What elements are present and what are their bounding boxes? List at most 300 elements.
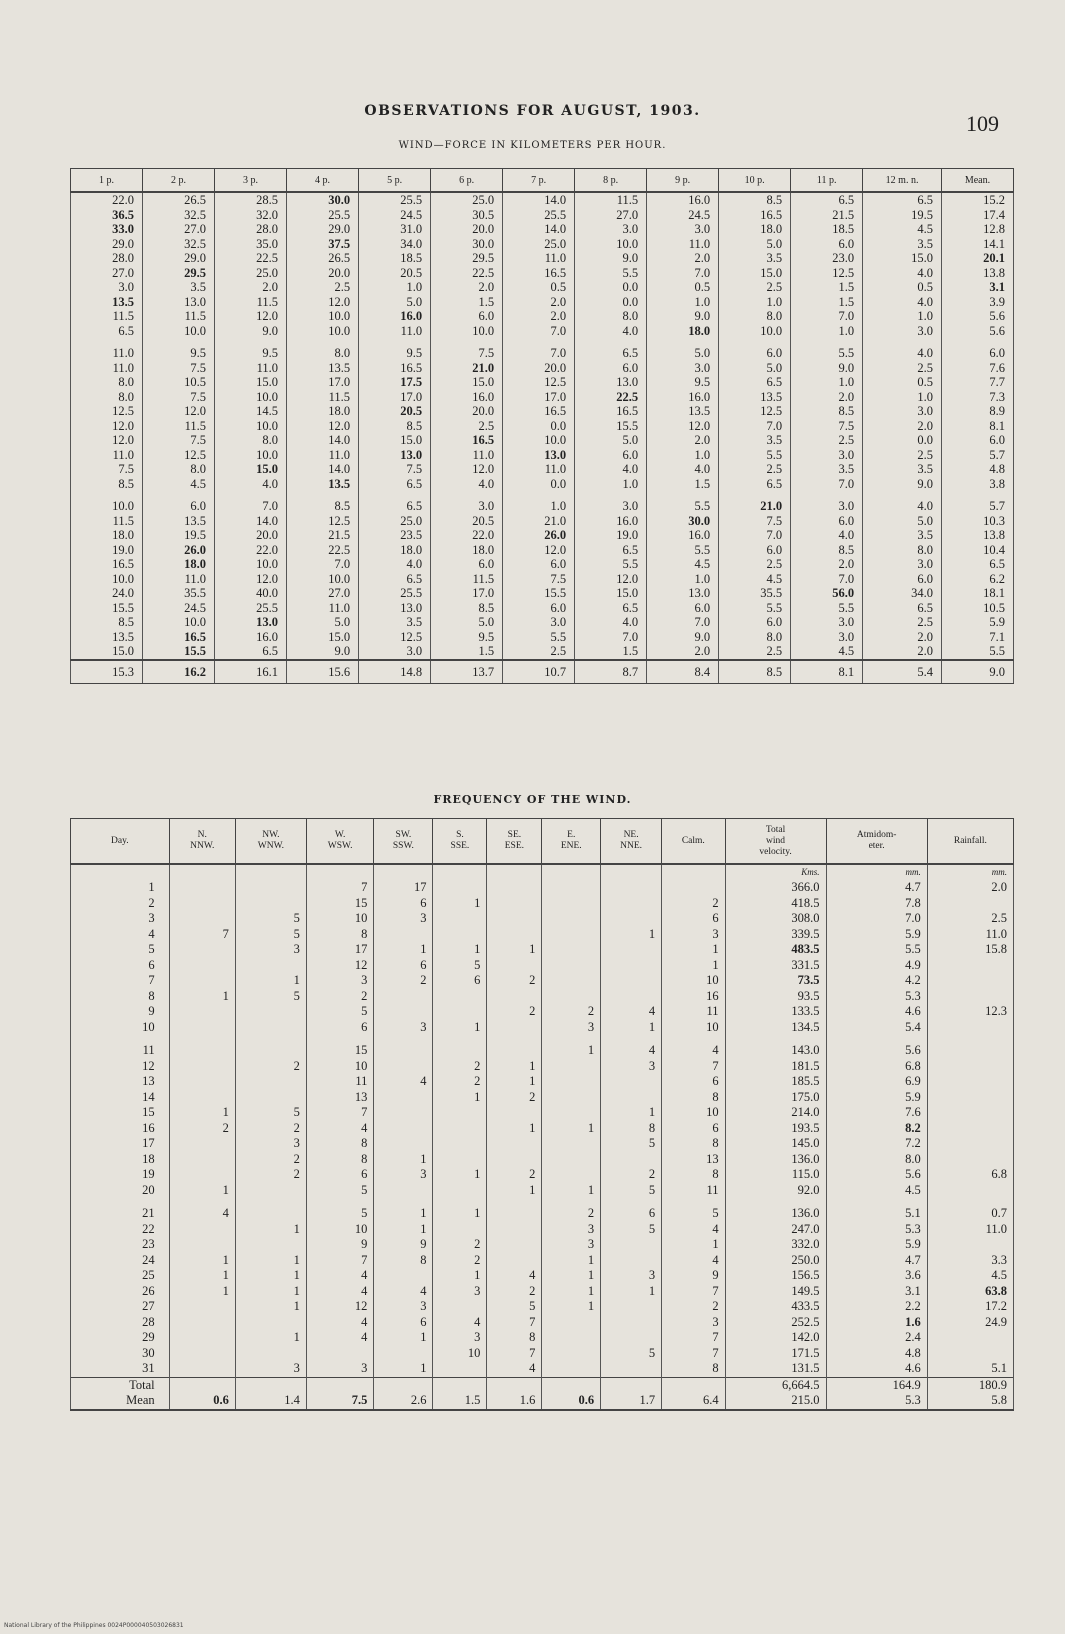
table-cell: 7 — [169, 927, 235, 943]
table-cell: 2 — [433, 1253, 487, 1269]
column-header: 7 p. — [503, 169, 575, 193]
table-row — [71, 1020, 1014, 1036]
table-cell: 2 — [487, 973, 542, 989]
table-cell: 20.0 — [431, 222, 503, 237]
table-cell: 7.5 — [143, 361, 215, 376]
table-cell: 2.0 — [863, 644, 942, 660]
table-cell: 1 — [601, 1105, 662, 1121]
table-cell: 0.5 — [647, 280, 719, 295]
table-cell: 26.0 — [503, 528, 575, 543]
table-cell — [169, 1361, 235, 1377]
table-cell — [542, 989, 601, 1005]
table-cell: 25.5 — [503, 208, 575, 223]
table-cell: 28.0 — [71, 251, 143, 266]
table-cell: 12.8 — [941, 222, 1013, 237]
table-cell: 4.5 — [719, 572, 791, 587]
table-row — [71, 1361, 1014, 1377]
table-cell: 3 — [374, 1299, 433, 1315]
table-cell: 6.5 — [575, 338, 647, 361]
table-cell: 1 — [542, 1268, 601, 1284]
table-cell — [601, 880, 662, 896]
table-cell — [235, 1198, 306, 1222]
table-cell: 29.0 — [71, 237, 143, 252]
table-cell: 3.6 — [826, 1268, 927, 1284]
table-cell: 6 — [374, 896, 433, 912]
table-cell: 3 — [433, 1330, 487, 1346]
table-cell: 6.5 — [575, 601, 647, 616]
table-cell — [487, 1152, 542, 1168]
day-cell: 2 — [71, 896, 170, 912]
table-cell: 2.5 — [927, 911, 1013, 927]
table-cell: 24.5 — [647, 208, 719, 223]
table-cell: 8.5 — [719, 192, 791, 208]
table-cell: 7.1 — [941, 630, 1013, 645]
table-cell: 4 — [601, 1004, 662, 1020]
table-cell: 7.6 — [941, 361, 1013, 376]
table-cell — [235, 1183, 306, 1199]
table-cell: 1 — [169, 989, 235, 1005]
table-cell: 7.7 — [941, 375, 1013, 390]
table-cell: 24.0 — [71, 586, 143, 601]
table-cell: 9.5 — [647, 375, 719, 390]
total-cell — [374, 1377, 433, 1393]
table-cell: 2.0 — [791, 390, 863, 405]
table-cell: 2.4 — [826, 1330, 927, 1346]
table-cell: 9.0 — [287, 644, 359, 660]
table-cell — [542, 927, 601, 943]
table-cell — [433, 1361, 487, 1377]
table-cell: 24.5 — [359, 208, 431, 223]
table-cell: 15.5 — [503, 586, 575, 601]
unit-cell — [662, 864, 725, 880]
frequency-table-header — [71, 819, 1014, 865]
day-cell: 14 — [71, 1090, 170, 1106]
table-row — [71, 601, 1014, 616]
table-cell — [235, 1074, 306, 1090]
table-row — [71, 1330, 1014, 1346]
table-cell: 5.5 — [719, 448, 791, 463]
table-cell — [542, 1059, 601, 1075]
table-cell: 1 — [169, 1183, 235, 1199]
table-cell: 9.0 — [863, 477, 942, 492]
table-cell — [169, 1299, 235, 1315]
day-cell: 3 — [71, 911, 170, 927]
mean-cell: 2.6 — [374, 1393, 433, 1410]
column-header: NW. WNW. — [235, 819, 306, 865]
table-cell: 12.0 — [215, 572, 287, 587]
mean-cell: Mean — [71, 1393, 170, 1410]
table-cell: 11.5 — [575, 192, 647, 208]
table-cell: 12.0 — [287, 295, 359, 310]
table-cell: 7.5 — [143, 433, 215, 448]
mean-cell: 15.3 — [71, 660, 143, 684]
table-cell: 5.9 — [826, 1090, 927, 1106]
table-cell: 10.0 — [215, 390, 287, 405]
table-cell: 7 — [662, 1330, 725, 1346]
total-cell: 180.9 — [927, 1377, 1013, 1393]
table-cell: 4.0 — [359, 557, 431, 572]
wind-frequency-table — [70, 818, 1014, 1411]
table-cell: 4.0 — [575, 324, 647, 339]
table-cell: 17.4 — [941, 208, 1013, 223]
table-cell: 7 — [662, 1346, 725, 1362]
table-cell: 3.0 — [647, 361, 719, 376]
table-cell: 11.5 — [431, 572, 503, 587]
table-cell: 2 — [487, 1284, 542, 1300]
table-cell: 7.0 — [647, 266, 719, 281]
table-cell: 6.0 — [143, 491, 215, 514]
table-cell: 12.0 — [71, 419, 143, 434]
mean-cell: 8.5 — [719, 660, 791, 684]
table-row — [71, 644, 1014, 660]
table-cell: 6.5 — [359, 477, 431, 492]
table-cell: 1 — [487, 942, 542, 958]
table-cell: 4 — [487, 1268, 542, 1284]
table-cell: 25.0 — [359, 514, 431, 529]
table-cell: 2 — [433, 1059, 487, 1075]
table-cell — [542, 1361, 601, 1377]
table-row — [71, 630, 1014, 645]
table-cell: 6.5 — [719, 477, 791, 492]
table-cell: 25.5 — [287, 208, 359, 223]
total-cell — [487, 1377, 542, 1393]
mean-cell: 0.6 — [542, 1393, 601, 1410]
table-cell: 13 — [306, 1090, 373, 1106]
table-cell: 31.0 — [359, 222, 431, 237]
table-cell: 5 — [306, 1198, 373, 1222]
table-cell: 14.1 — [941, 237, 1013, 252]
table-cell: 1 — [487, 1121, 542, 1137]
table-cell: 20.1 — [941, 251, 1013, 266]
column-header: 4 p. — [287, 169, 359, 193]
table-cell: 1.5 — [791, 295, 863, 310]
column-header: 12 m. n. — [863, 169, 942, 193]
table-cell — [169, 1020, 235, 1036]
table-cell: 1.5 — [431, 644, 503, 660]
table-cell: 92.0 — [725, 1183, 826, 1199]
table-cell — [235, 896, 306, 912]
day-cell: 24 — [71, 1253, 170, 1269]
table-cell: 11.0 — [287, 448, 359, 463]
table-cell: 15.0 — [71, 644, 143, 660]
table-cell: 4.5 — [863, 222, 942, 237]
table-cell: 33.0 — [71, 222, 143, 237]
table-cell: 13.0 — [215, 615, 287, 630]
table-cell: 1 — [235, 1284, 306, 1300]
table-cell — [169, 958, 235, 974]
table-cell: 1 — [601, 1284, 662, 1300]
table-cell: 3 — [662, 1315, 725, 1331]
table-cell: 25.5 — [359, 192, 431, 208]
table-cell: 10.0 — [503, 433, 575, 448]
table-cell: 2.0 — [863, 419, 942, 434]
table-row — [71, 251, 1014, 266]
table-cell: 6.5 — [359, 491, 431, 514]
table-cell: 9.5 — [431, 630, 503, 645]
table-cell — [927, 1330, 1013, 1346]
table-row — [71, 1315, 1014, 1331]
table-cell: 14.0 — [215, 514, 287, 529]
wind-table-header — [71, 169, 1014, 193]
table-cell — [927, 1183, 1013, 1199]
table-cell: 8.0 — [287, 338, 359, 361]
column-header: 8 p. — [575, 169, 647, 193]
table-cell: 3.5 — [719, 251, 791, 266]
table-row — [71, 280, 1014, 295]
table-cell: 1 — [601, 927, 662, 943]
table-cell: 2.0 — [503, 309, 575, 324]
table-cell: 13.0 — [647, 586, 719, 601]
table-cell: 7 — [306, 880, 373, 896]
table-row — [71, 973, 1014, 989]
table-cell: 7.5 — [359, 462, 431, 477]
table-cell: 29.0 — [287, 222, 359, 237]
table-cell: 3.0 — [791, 615, 863, 630]
table-cell: 0.0 — [503, 477, 575, 492]
table-cell: 6.0 — [647, 601, 719, 616]
table-cell: 29.0 — [143, 251, 215, 266]
table-cell: 18.0 — [431, 543, 503, 558]
table-cell: 73.5 — [725, 973, 826, 989]
table-row — [71, 911, 1014, 927]
table-cell: 3.0 — [791, 448, 863, 463]
table-cell: 2 — [487, 1167, 542, 1183]
table-cell: 2.5 — [287, 280, 359, 295]
table-cell: 3.0 — [575, 491, 647, 514]
table-cell: 2.5 — [431, 419, 503, 434]
table-cell: 1 — [374, 1330, 433, 1346]
table-cell: 11.0 — [287, 601, 359, 616]
table-cell: 4.0 — [863, 266, 942, 281]
table-cell: 5 — [433, 958, 487, 974]
table-cell: 5.6 — [826, 1167, 927, 1183]
table-cell: 40.0 — [215, 586, 287, 601]
mean-cell: 9.0 — [941, 660, 1013, 684]
table-cell — [542, 1136, 601, 1152]
table-cell: 20.5 — [359, 404, 431, 419]
table-cell: 15.0 — [431, 375, 503, 390]
table-cell — [927, 1059, 1013, 1075]
table-cell: 20.0 — [215, 528, 287, 543]
table-row — [71, 543, 1014, 558]
unit-cell — [542, 864, 601, 880]
table-cell: 7.5 — [791, 419, 863, 434]
table-cell: 6 — [601, 1198, 662, 1222]
table-cell — [487, 1237, 542, 1253]
table-cell: 10.0 — [71, 572, 143, 587]
table-cell — [601, 1299, 662, 1315]
page-number: 109 — [966, 111, 999, 136]
column-header: 9 p. — [647, 169, 719, 193]
day-cell: 7 — [71, 973, 170, 989]
table-cell: 15 — [306, 1035, 373, 1059]
table-cell: 10.0 — [287, 309, 359, 324]
table-cell: 22.5 — [215, 251, 287, 266]
table-cell: 10 — [433, 1346, 487, 1362]
mean-cell: 16.2 — [143, 660, 215, 684]
table-cell: 3.5 — [863, 237, 942, 252]
table-cell: 339.5 — [725, 927, 826, 943]
table-cell: 7 — [306, 1105, 373, 1121]
table-cell: 1.0 — [503, 491, 575, 514]
table-cell — [927, 989, 1013, 1005]
table-cell: 5.5 — [575, 557, 647, 572]
table-cell — [927, 1346, 1013, 1362]
table-cell: 32.0 — [215, 208, 287, 223]
day-cell: 16 — [71, 1121, 170, 1137]
table-cell: 26.5 — [143, 192, 215, 208]
table-cell: 2 — [169, 1121, 235, 1137]
table-cell: 1 — [433, 1198, 487, 1222]
table-cell: 7.0 — [503, 324, 575, 339]
table-cell — [487, 1253, 542, 1269]
day-cell: 21 — [71, 1198, 170, 1222]
table-cell: 0.0 — [503, 419, 575, 434]
table-cell: 1 — [235, 1268, 306, 1284]
table-cell: 10.0 — [215, 557, 287, 572]
table-cell — [542, 1074, 601, 1090]
table-cell: 3 — [542, 1222, 601, 1238]
table-cell: 8 — [601, 1121, 662, 1137]
table-cell: 1 — [235, 1222, 306, 1238]
table-cell: 16.0 — [647, 528, 719, 543]
table-cell: 3 — [235, 1361, 306, 1377]
table-cell — [927, 1035, 1013, 1059]
column-header: NE. NNE. — [601, 819, 662, 865]
table-cell — [374, 1105, 433, 1121]
table-cell: 3.1 — [826, 1284, 927, 1300]
day-cell: 11 — [71, 1035, 170, 1059]
table-cell: 8.1 — [941, 419, 1013, 434]
column-header: Day. — [71, 819, 170, 865]
table-cell: 136.0 — [725, 1152, 826, 1168]
table-cell: 9 — [662, 1268, 725, 1284]
table-cell: 13.5 — [287, 361, 359, 376]
table-cell: 3.0 — [503, 615, 575, 630]
table-cell: 8 — [662, 1090, 725, 1106]
table-cell: 2.5 — [719, 462, 791, 477]
table-cell: 6.0 — [719, 615, 791, 630]
table-cell: 27.0 — [287, 586, 359, 601]
day-cell: 29 — [71, 1330, 170, 1346]
table-cell: 2 — [235, 1167, 306, 1183]
table-cell: 1 — [433, 1090, 487, 1106]
table-cell: 6.5 — [215, 644, 287, 660]
mean-cell: 5.3 — [826, 1393, 927, 1410]
table-cell: 145.0 — [725, 1136, 826, 1152]
table-cell: 5.5 — [719, 601, 791, 616]
table-row — [71, 989, 1014, 1005]
table-cell: 2.0 — [431, 280, 503, 295]
column-header: W. WSW. — [306, 819, 373, 865]
table-cell: 14.0 — [503, 222, 575, 237]
table-cell: 10.0 — [215, 448, 287, 463]
table-cell: 16.5 — [143, 630, 215, 645]
mean-cell: 1.6 — [487, 1393, 542, 1410]
table-cell: 10.0 — [143, 324, 215, 339]
table-cell: 6 — [662, 911, 725, 927]
table-cell: 17.0 — [503, 390, 575, 405]
table-cell: 12.0 — [647, 419, 719, 434]
table-cell — [169, 1330, 235, 1346]
table-row — [71, 419, 1014, 434]
table-cell: 1 — [662, 958, 725, 974]
table-cell: 23.0 — [791, 251, 863, 266]
table-cell: 8 — [306, 1136, 373, 1152]
table-cell: 1 — [487, 1074, 542, 1090]
table-cell — [169, 1090, 235, 1106]
table-cell: 5.5 — [791, 601, 863, 616]
mean-cell: 215.0 — [725, 1393, 826, 1410]
table-cell: 5.0 — [863, 514, 942, 529]
table-cell: 5.9 — [941, 615, 1013, 630]
table-cell: 2.0 — [927, 880, 1013, 896]
column-header: 5 p. — [359, 169, 431, 193]
table-cell: 6 — [662, 1074, 725, 1090]
column-header: SE. ESE. — [487, 819, 542, 865]
wind-table-body — [71, 192, 1014, 683]
table-cell: 24.9 — [927, 1315, 1013, 1331]
table-cell: 366.0 — [725, 880, 826, 896]
table-cell: 1 — [542, 1035, 601, 1059]
table-cell: 3.0 — [863, 324, 942, 339]
table-cell — [235, 1315, 306, 1331]
table-cell: 2 — [433, 1237, 487, 1253]
table-cell: 5.3 — [826, 989, 927, 1005]
total-cell: 6,664.5 — [725, 1377, 826, 1393]
total-cell: Total — [71, 1377, 170, 1393]
mean-cell: 8.7 — [575, 660, 647, 684]
table-cell: 5 — [306, 1004, 373, 1020]
table-cell: 3 — [306, 973, 373, 989]
table-cell — [433, 1121, 487, 1137]
table-cell: 6.2 — [941, 572, 1013, 587]
wind-table-title: WIND—FORCE IN KILOMETERS PER HOUR. — [398, 140, 667, 151]
table-cell: 7.5 — [431, 338, 503, 361]
table-cell — [542, 1152, 601, 1168]
table-cell: 10.4 — [941, 543, 1013, 558]
table-cell: 13.0 — [359, 601, 431, 616]
table-cell: 4 — [306, 1284, 373, 1300]
table-cell — [433, 1222, 487, 1238]
table-cell: 15.0 — [215, 375, 287, 390]
table-cell: 1 — [542, 1121, 601, 1137]
table-cell: 7.0 — [215, 491, 287, 514]
table-cell: 23.5 — [359, 528, 431, 543]
table-cell: 4.0 — [215, 477, 287, 492]
table-cell: 9.0 — [575, 251, 647, 266]
table-cell: 28.5 — [215, 192, 287, 208]
total-cell — [169, 1377, 235, 1393]
table-row — [71, 1004, 1014, 1020]
table-cell: 7.0 — [791, 477, 863, 492]
table-cell: 10.3 — [941, 514, 1013, 529]
table-cell: 7.5 — [143, 390, 215, 405]
table-cell: 21.5 — [791, 208, 863, 223]
table-row — [71, 208, 1014, 223]
table-cell: 11 — [662, 1004, 725, 1020]
day-cell: 19 — [71, 1167, 170, 1183]
table-cell: 3 — [235, 942, 306, 958]
mean-cell: 1.7 — [601, 1393, 662, 1410]
table-cell: 5.6 — [941, 309, 1013, 324]
table-cell — [235, 1020, 306, 1036]
table-cell: 5.5 — [826, 942, 927, 958]
table-cell: 7.5 — [719, 514, 791, 529]
table-cell — [542, 973, 601, 989]
table-cell: 1.0 — [791, 324, 863, 339]
table-cell: 1 — [433, 896, 487, 912]
